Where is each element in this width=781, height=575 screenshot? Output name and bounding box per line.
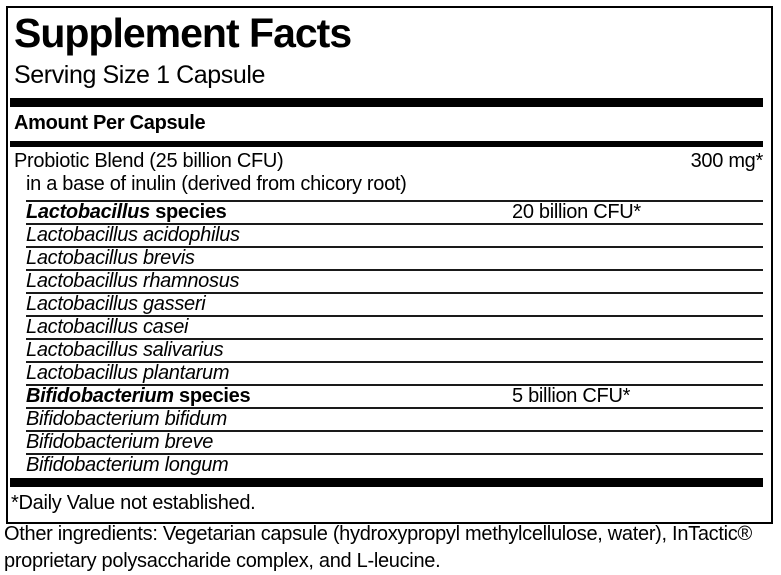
strain-row-salivarius: Lactobacillus salivarius (26, 338, 763, 361)
lactobacillus-genus-label: Lactobacillus (26, 200, 150, 223)
probiotic-blend-name: Probiotic Blend (25 billion CFU) (14, 149, 284, 172)
strain-row-plantarum: Lactobacillus plantarum (26, 361, 763, 384)
ingredient-rows (14, 147, 763, 476)
probiotic-blend-amount: 300 mg* (690, 149, 763, 172)
bifidobacterium-group-row (26, 384, 763, 407)
supplement-facts-panel (6, 6, 773, 524)
lactobacillus-species-word: species (155, 200, 227, 223)
lactobacillus-group-row (26, 200, 763, 223)
daily-value-footnote: *Daily Value not established. (11, 491, 256, 514)
thick-divider-bottom (10, 478, 763, 487)
strain-row-breve: Bifidobacterium breve (26, 430, 763, 453)
blend-base-row: in a base of inulin (derived from chicory root) (26, 172, 407, 195)
amount-per-capsule-header: Amount Per Capsule (14, 111, 206, 134)
strain-row-bifidum: Bifidobacterium bifidum (26, 407, 763, 430)
probiotic-blend-row (14, 147, 763, 173)
panel-title: Supplement Facts (14, 10, 352, 56)
serving-size-text: Serving Size 1 Capsule (14, 61, 266, 90)
thick-divider-top (10, 98, 763, 107)
lactobacillus-amount: 20 billion CFU* (512, 200, 641, 223)
bifidobacterium-amount: 5 billion CFU* (512, 384, 631, 407)
strain-row-longum: Bifidobacterium longum (26, 453, 763, 476)
other-ingredients-text: Other ingredients: Vegetarian capsule (hydroxypropyl methylcellulose, water), InTactic® proprietary polysaccharide complex, and L-leucine. (4, 523, 752, 572)
bifidobacterium-species-word: species (179, 384, 251, 407)
strain-row-acidophilus: Lactobacillus acidophilus (26, 223, 763, 246)
strain-row-brevis: Lactobacillus brevis (26, 246, 763, 269)
strain-row-casei: Lactobacillus casei (26, 315, 763, 338)
bifidobacterium-genus-label: Bifidobacterium (26, 384, 174, 407)
strain-row-rhamnosus: Lactobacillus rhamnosus (26, 269, 763, 292)
strain-row-gasseri: Lactobacillus gasseri (26, 292, 763, 315)
